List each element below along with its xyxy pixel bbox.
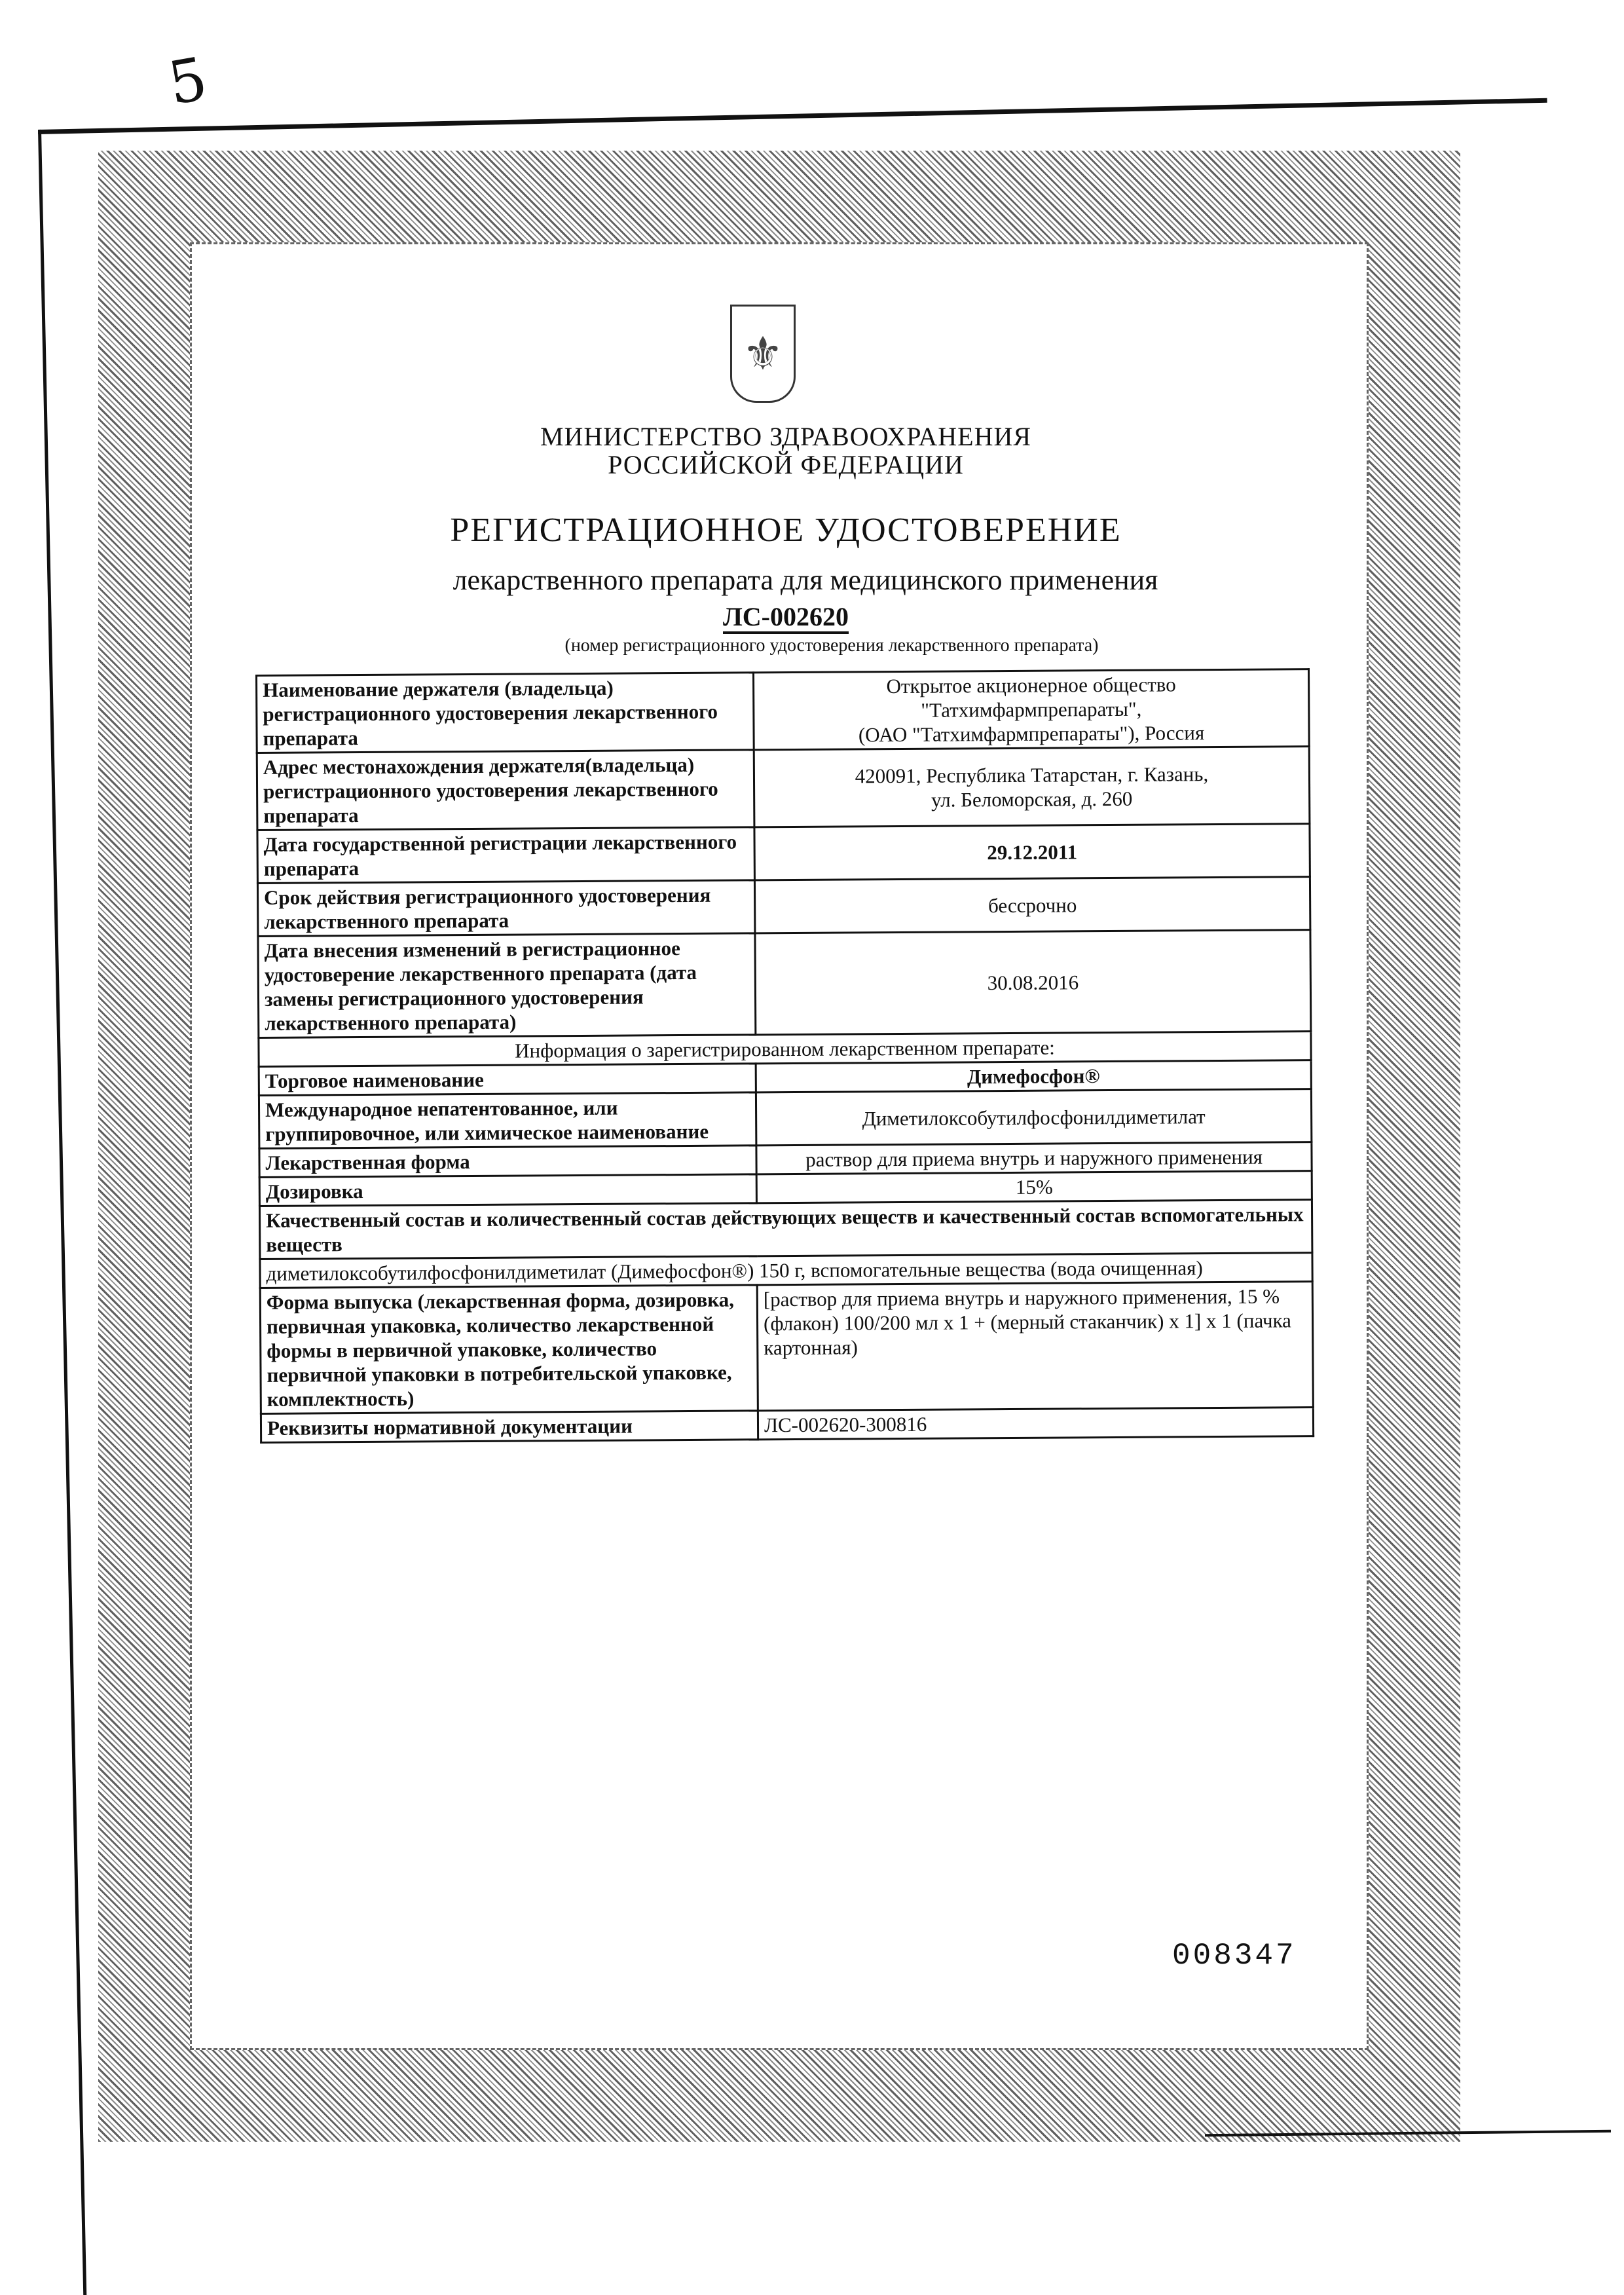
table-row-reg-date (257, 824, 1310, 884)
holder-label: Наименование держателя (владельца) регистрационного удостоверения лекарственного препарата (257, 673, 754, 753)
table-row-release-form (260, 1282, 1313, 1414)
holder-value-line1: Открытое акционерное общество (886, 673, 1176, 698)
dosage-label: Дозировка (259, 1174, 756, 1206)
table-row-inn (259, 1089, 1311, 1149)
table-row-holder (257, 669, 1310, 753)
coat-of-arms-icon: ⚜ (730, 305, 796, 403)
address-value-line1: 420091, Республика Татарстан, г. Казань, (855, 762, 1209, 787)
normative-doc-value: ЛС-002620-300816 (758, 1408, 1313, 1440)
certificate-number-caption: (номер регистрационного удостоверения лекарственного препарата) (564, 635, 1099, 656)
composition-label: Качественный состав и количественный состав действующих веществ и качественный состав вспомогательных веществ (259, 1200, 1312, 1259)
form-serial-number: 008347 (1172, 1939, 1297, 1973)
certificate-number (249, 601, 1323, 632)
release-form-label: Форма выпуска (лекарственная форма, дозировка, первичная упаковка, количество лекарственной формы в первичной упаковке, количество первичной упаковки в потребительской упаковке, комплектность) (260, 1285, 758, 1414)
trade-name-label: Торговое наименование (259, 1064, 756, 1096)
dosage-form-value: раствор для приема внутрь и наружного применения (756, 1142, 1312, 1174)
trade-name-value: Димефосфон® (756, 1060, 1311, 1092)
table-row-composition-label (259, 1200, 1312, 1259)
table-row-address (257, 747, 1310, 830)
registration-table (255, 668, 1314, 1444)
validity-value: бессрочно (754, 877, 1310, 933)
change-date-label: Дата внесения изменений в регистрационное удостоверение лекарственного препарата (дата замены регистрационного удостоверения лекарственного препарата) (258, 933, 756, 1038)
certificate-number-text: ЛС-002620 (723, 602, 849, 634)
handwritten-page-mark: 5 (163, 44, 212, 119)
composition-value: диметилоксобутилфосфонилдиметилат (Димефосфон®) 150 г, вспомогательные вещества (вода очищенная) (260, 1253, 1312, 1288)
address-label: Адрес местонахождения держателя(владельца) регистрационного удостоверения лекарственного препарата (257, 750, 754, 830)
change-date-value: 30.08.2016 (755, 930, 1311, 1035)
dosage-value: 15% (756, 1171, 1312, 1203)
ministry-name-line2: РОССИЙСКОЙ ФЕДЕРАЦИИ (608, 450, 964, 479)
reg-date-value: 29.12.2011 (754, 824, 1310, 880)
certificate-subtitle: лекарственного препарата для медицинского применения (452, 564, 1158, 596)
table-row-change-date (258, 930, 1311, 1038)
validity-label: Срок действия регистрационного удостоверения лекарственного препарата (257, 880, 754, 937)
certificate-title: РЕГИСТРАЦИОННОЕ УДОСТОВЕРЕНИЕ (450, 512, 1122, 549)
inn-value: Диметилоксобутилфосфонилдиметилат (756, 1089, 1311, 1146)
holder-value-line2: "Татхимфармпрепараты", (921, 697, 1142, 722)
reg-date-label: Дата государственной регистрации лекарственного препарата (257, 827, 754, 884)
holder-value (753, 669, 1309, 750)
info-header: Информация о зарегистрированном лекарственном препарате: (259, 1032, 1311, 1067)
release-form-value: [раствор для приема внутрь и наружного применения, 15 % (флакон) 100/200 мл х 1 + (мерный стаканчик) х 1] х 1 (пачка картонная) (757, 1282, 1313, 1411)
address-value (754, 747, 1310, 827)
normative-doc-label: Реквизиты нормативной документации (261, 1411, 758, 1443)
dosage-form-label: Лекарственная форма (259, 1146, 756, 1178)
address-value-line2: ул. Беломорская, д. 260 (931, 787, 1133, 812)
holder-value-line3: (ОАО "Татхимфармпрепараты"), Россия (858, 721, 1205, 747)
table-row-validity (257, 877, 1310, 937)
inn-label: Международное непатентованное, или группировочное, или химическое наименование (259, 1092, 756, 1149)
table-row-normative-doc (261, 1408, 1313, 1443)
ministry-name-line1: МИНИСТЕРСТВО ЗДРАВООХРАНЕНИЯ (540, 422, 1032, 451)
